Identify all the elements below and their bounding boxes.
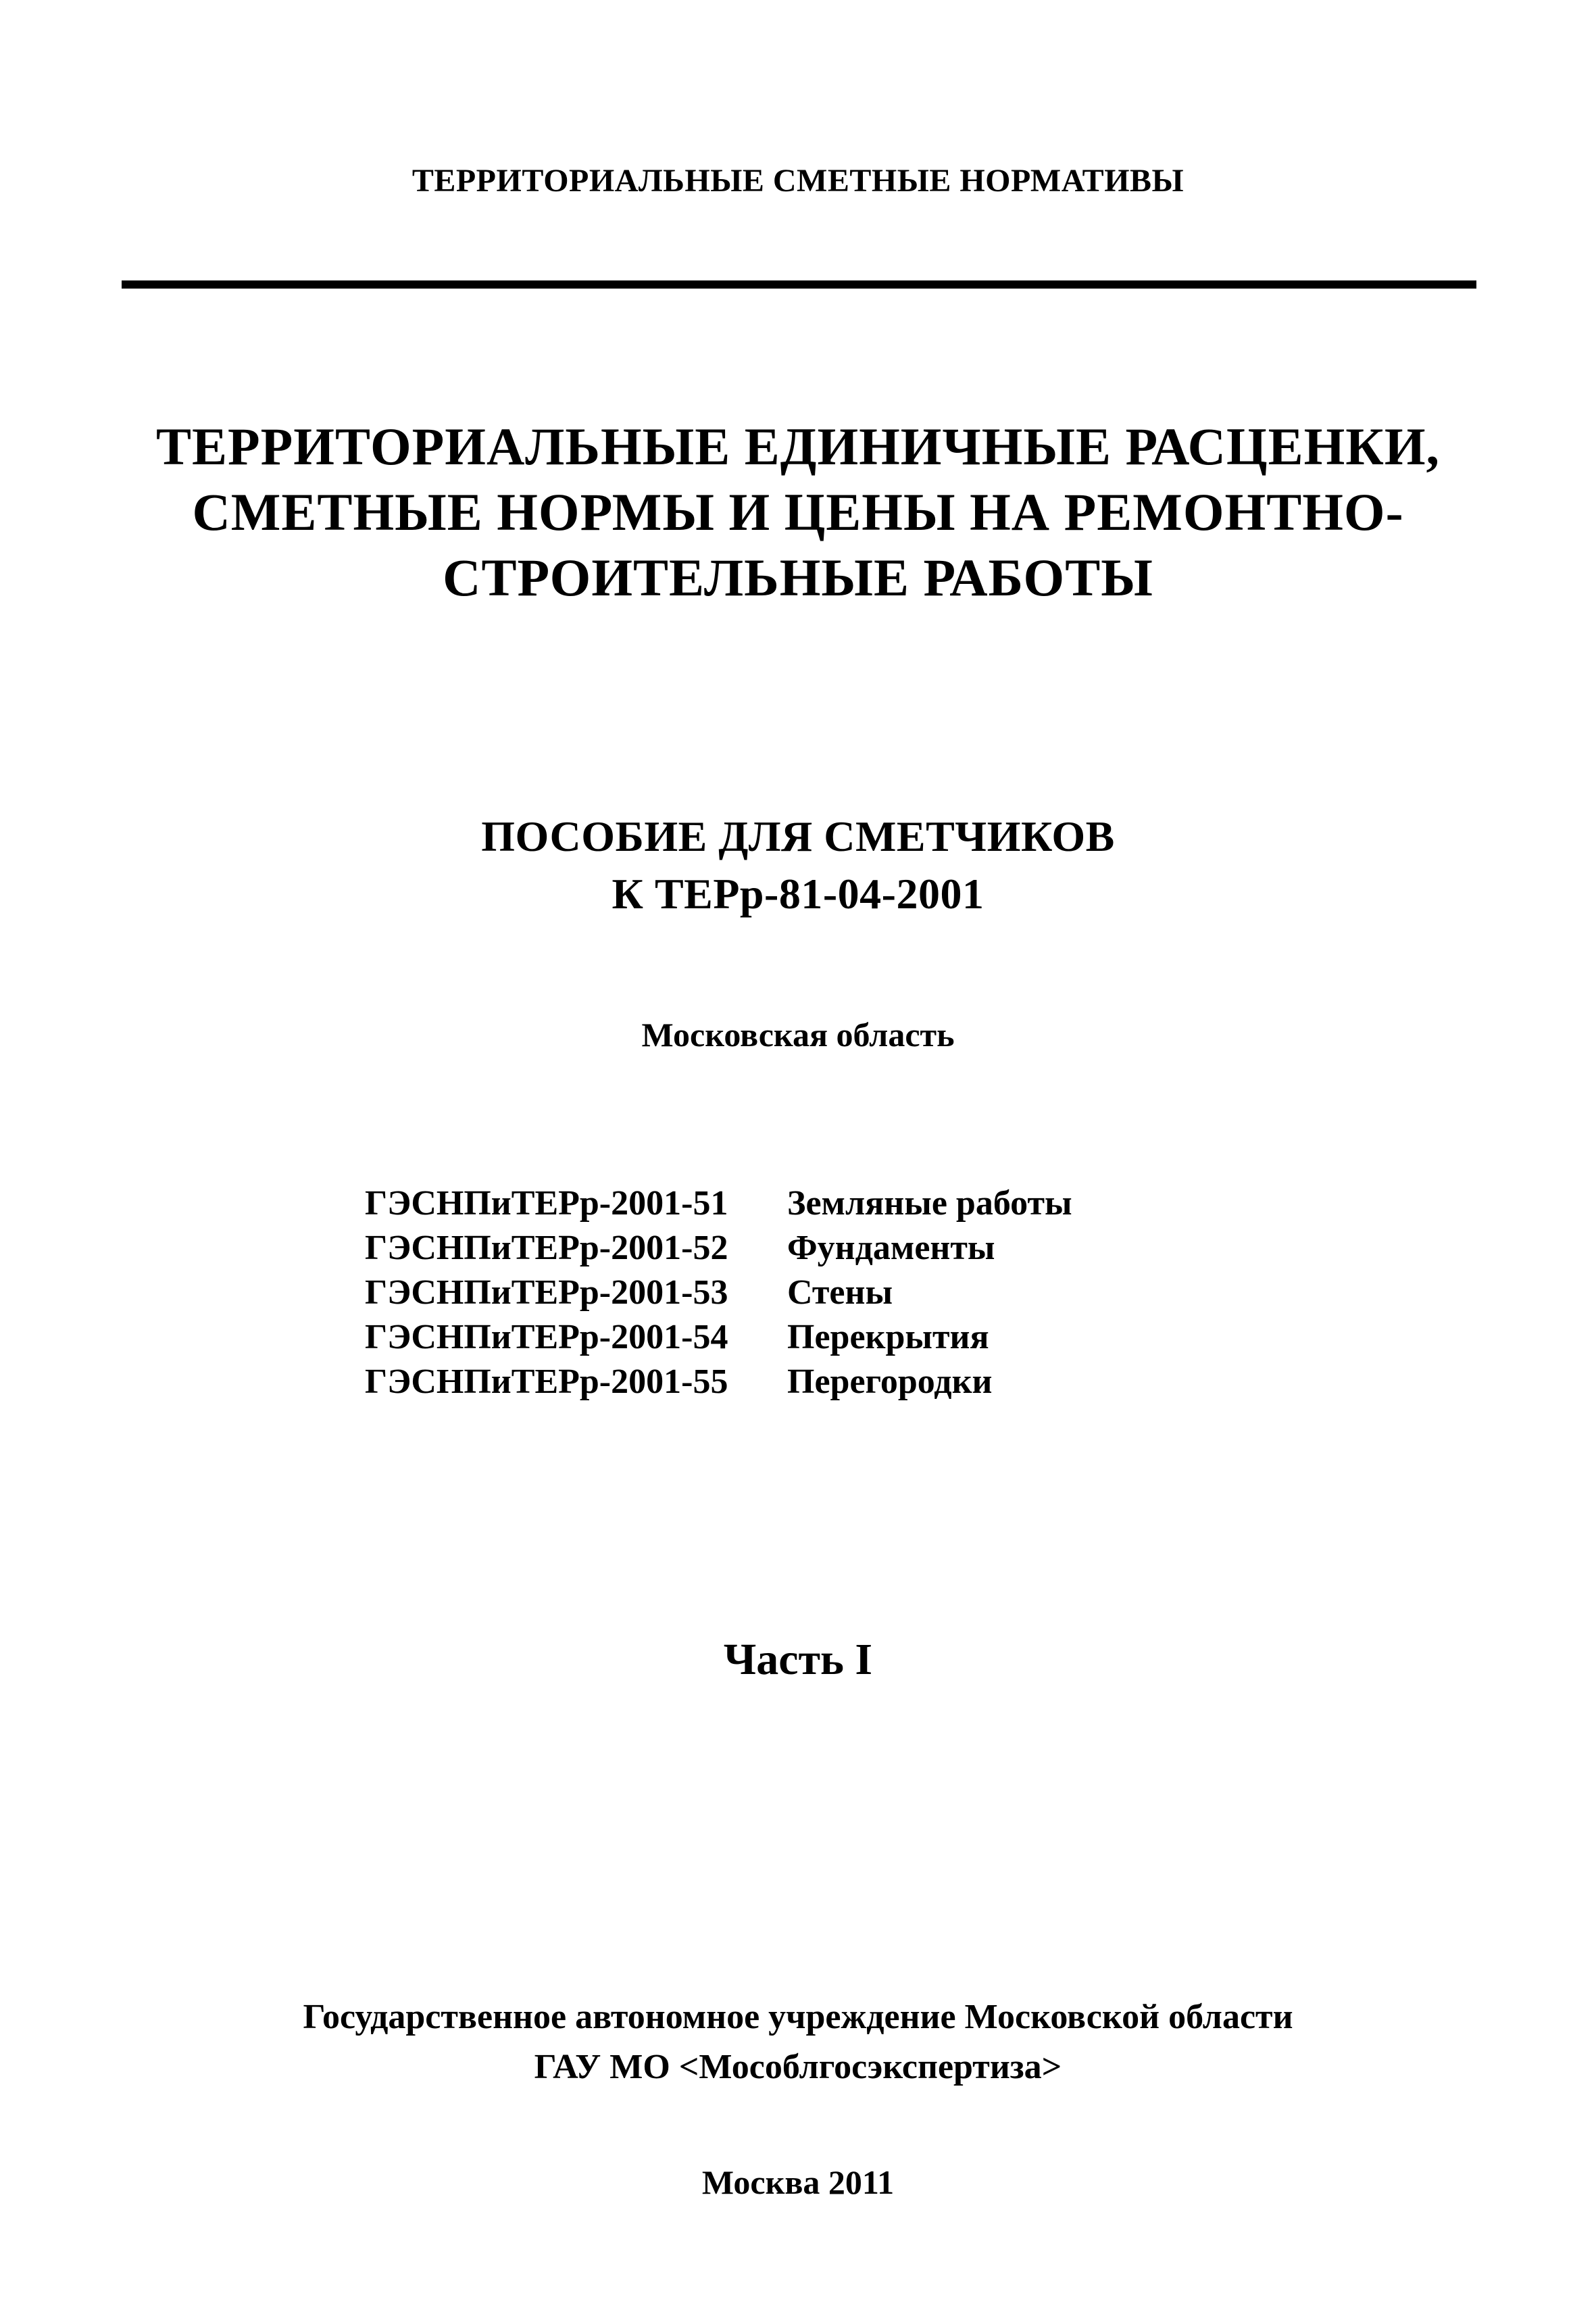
publisher-line: ГАУ МО <Мособлгосэкспертиза> (534, 2048, 1062, 2086)
collection-code: ГЭСНПиТЕРр-2001-55 (365, 1362, 728, 1401)
collection-row (365, 1271, 1072, 1315)
collection-name: Стены (787, 1273, 893, 1312)
subtitle-line: ПОСОБИЕ ДЛЯ СМЕТЧИКОВ (481, 812, 1115, 860)
part-label: Часть I (723, 1635, 873, 1684)
title-line: СТРОИТЕЛЬНЫЕ РАБОТЫ (443, 548, 1153, 607)
subtitle-line: К ТЕРр-81-04-2001 (612, 870, 984, 918)
header-divider (122, 280, 1476, 289)
collection-code: ГЭСНПиТЕРр-2001-53 (365, 1273, 728, 1312)
title-line: ТЕРРИТОРИАЛЬНЫЕ ЕДИНИЧНЫЕ РАСЦЕНКИ, (155, 417, 1441, 476)
collection-name: Перекрытия (787, 1318, 989, 1356)
collection-code: ГЭСНПиТЕРр-2001-51 (365, 1184, 728, 1223)
place-year: Москва 2011 (701, 2163, 895, 2201)
collection-row (365, 1226, 1072, 1271)
collection-row (365, 1181, 1072, 1226)
publisher-block (0, 1992, 1596, 2092)
collection-code: ГЭСНПиТЕРр-2001-54 (365, 1318, 728, 1356)
title-line: СМЕТНЫЕ НОРМЫ И ЦЕНЫ НА РЕМОНТНО- (192, 483, 1404, 541)
collection-code: ГЭСНПиТЕРр-2001-52 (365, 1229, 728, 1267)
collection-name: Перегородки (787, 1362, 993, 1401)
collections-list (365, 1181, 1072, 1404)
document-subtitle (0, 808, 1596, 922)
publisher-line: Государственное автономное учреждение Московской области (303, 1998, 1293, 2036)
collection-row (365, 1360, 1072, 1404)
region-label: Московская область (641, 1016, 955, 1054)
collection-name: Земляные работы (787, 1184, 1072, 1223)
series-header: ТЕРРИТОРИАЛЬНЫЕ СМЕТНЫЕ НОРМАТИВЫ (412, 163, 1184, 199)
document-title (0, 414, 1596, 610)
collection-row (365, 1315, 1072, 1360)
collection-name: Фундаменты (787, 1229, 995, 1267)
